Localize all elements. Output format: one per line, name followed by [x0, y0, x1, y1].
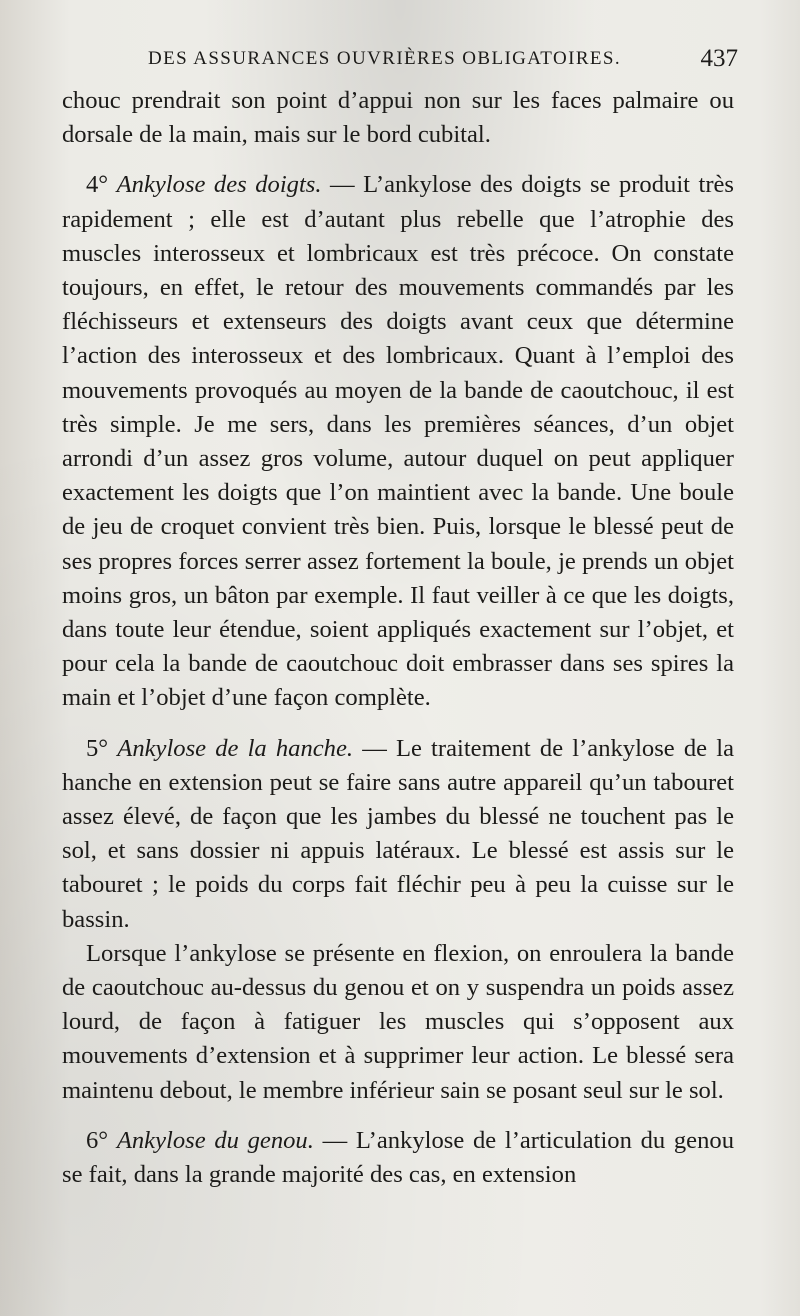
paragraph-text: — L’ankylose de l’articulation du genou se fait, dans la grande majorité des cas, en extension — [62, 1126, 734, 1189]
paragraph-flexion — [62, 937, 734, 1108]
paragraph-ankylose-genou — [62, 1124, 734, 1192]
section-heading: Ankylose des doigts. — [116, 171, 322, 199]
section-heading: Ankylose du genou. — [116, 1126, 314, 1154]
paragraph-ankylose-hanche — [62, 732, 734, 937]
paragraph-text: — L’ankylose des doigts se produit très rapidement ; elle est d’autant plus rebelle que l’atrophie des muscles interosseux et lombricaux est très précoce. On constate toujours, en effet, le retour des mouvements commandés par les fléchisseurs et extenseurs des doigts avant ceux que détermine l’action des interosseux et des lombricaux. Quant à l’emploi des mouvements provoqués au moyen de la bande de caoutchouc, il est très simple. Je me sers, dans les premières séances, d’un objet arrondi d’un assez gros volume, autour duquel on peut appliquer exactement les doigts que l’on maintient avec la bande. Une boule de jeu de croquet convient très bien. Puis, lorsque le blessé peut de ses propres forces serrer assez fortement la boule, je prends un objet moins gros, un bâton par exemple. Il faut veiller à ce que les doigts, dans toute leur étendue, soient appliqués exactement sur l’objet, et pour cela la bande de caoutchouc doit embrasser dans ses spires la main et l’objet d’une façon complète. — [62, 171, 735, 712]
section-heading: Ankylose de la hanche. — [117, 734, 354, 762]
paragraph-text: chouc prendrait son point d’appui non sur les faces palmaire ou dorsale de la main, mais sur le bord cubital. — [62, 87, 734, 149]
body-text — [62, 84, 734, 1192]
paragraph-continuation — [62, 84, 734, 152]
running-head — [148, 45, 738, 78]
section-number: 5° — [86, 734, 109, 762]
running-title: DES ASSURANCES OUVRIÈRES OBLIGATOIRES. — [148, 48, 622, 69]
page-number: 437 — [700, 45, 738, 72]
section-number: 6° — [86, 1126, 109, 1154]
paragraph-ankylose-doigts — [62, 168, 734, 715]
paragraph-text: — Le traitement de l’ankylose de la hanche en extension peut se faire sans autre appareil qu’un tabouret assez élevé, de façon que les jambes du blessé ne touchent pas le sol, et sans dossier ni appuis latéraux. Le blessé est assis sur le tabouret ; le poids du corps fait fléchir peu à peu la cuisse sur le bassin. — [62, 734, 734, 933]
section-number: 4° — [86, 171, 109, 199]
paragraph-text: Lorsque l’ankylose se présente en flexion, on enroulera la bande de caoutchouc au-dessus du genou et on y suspendra un poids assez lourd, de façon à fatiguer les muscles qui s’opposent aux mouvements d’extension et à supprimer leur action. Le blessé sera maintenu debout, le membre inférieur sain se posant seul sur le sol. — [62, 939, 734, 1104]
